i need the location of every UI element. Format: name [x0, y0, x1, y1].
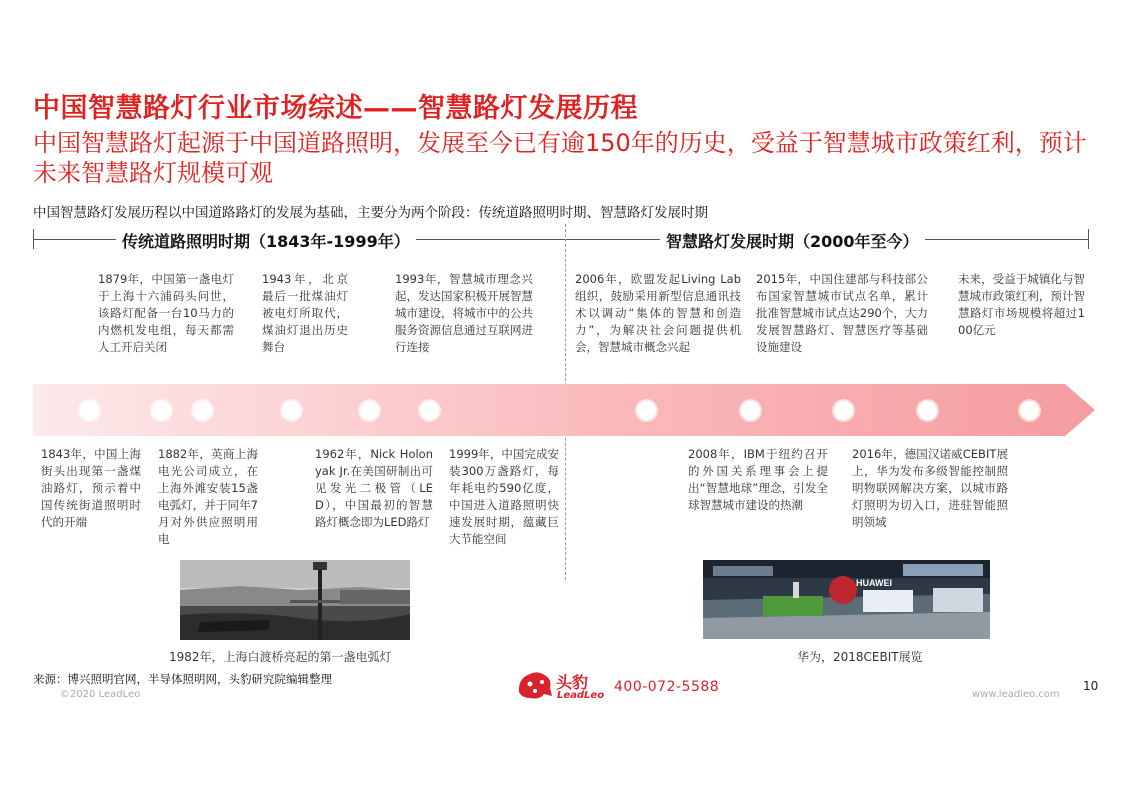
- huawei-sign: HUAWEI: [856, 578, 892, 588]
- event-2008: 2008年，IBM于纽约召开的外国关系理事会上提出“智慧地球”理念，引发全球智慧城市建设的热潮: [688, 447, 828, 512]
- event-1882: 1882年，英商上海电光公司成立，在上海外滩安装15盏电弧灯，并于同年7月对外供应照明用电: [158, 447, 258, 546]
- event-1943: 1943年，北京最后一批煤油灯被电灯所取代，煤油灯退出历史舞台: [262, 272, 348, 354]
- page-title: 中国智慧路灯行业市场综述——智慧路灯发展历程: [33, 93, 638, 124]
- timeline-dot-2015: [834, 401, 853, 420]
- caption-historic-photo: 1982年，上海白渡桥亮起的第一盏电弧灯: [169, 650, 392, 664]
- cebit-exhibition-photo: [703, 560, 990, 639]
- phase-label-smart: 智慧路灯发展时期（2000年至今）: [660, 229, 925, 252]
- brand-name-cn: 头豹: [556, 673, 589, 692]
- timeline-dot-2008: [741, 401, 760, 420]
- phase-end-tick: [1088, 229, 1089, 249]
- timeline-dot-1943: [282, 401, 301, 420]
- caption-cebit-photo: 华为，2018CEBIT展览: [797, 650, 923, 664]
- timeline-dot-1962: [360, 401, 379, 420]
- event-1962: 1962年，Nick Holonyak Jr.在美国研制出可见发光二极管（LED），中国最初的智慧路灯概念即为LED路灯: [315, 447, 433, 529]
- leopard-logo-icon: [516, 668, 554, 702]
- source-text: 来源：博兴照明官网，半导体照明网，头豹研究院编辑整理: [33, 672, 332, 686]
- timeline-dot-future: [1020, 401, 1039, 420]
- historic-arc-lamp-photo: [180, 560, 410, 640]
- website-link[interactable]: www.leadleo.com: [972, 689, 1060, 700]
- page-subtitle: 中国智慧路灯起源于中国道路照明，发展至今已有逾150年的历史，受益于智慧城市政策红利，预计未来智慧路灯规模可观: [33, 129, 1087, 187]
- phone-number: 400-072-5588: [614, 679, 720, 695]
- timeline-dot-1843: [80, 401, 99, 420]
- event-2006: 2006年，欧盟发起Living Lab组织，鼓励采用新型信息通讯技术以调动“集体的智慧和创造力”，为解决社会问题提供机会，智慧城市概念兴起: [575, 272, 741, 354]
- event-future: 未来，受益于城镇化与智慧城市政策红利，预计智慧路灯市场规模将超过100亿元: [958, 272, 1085, 337]
- brand-name-en: LeadLeo: [557, 690, 605, 701]
- event-2015: 2015年，中国住建部与科技部公布国家智慧城市试点名单，累计批准智慧城市试点达290个，大力发展智慧路灯、智慧医疗等基础设施建设: [756, 272, 928, 354]
- timeline-dot-2006: [637, 401, 656, 420]
- timeline-dot-1882: [193, 401, 212, 420]
- phase-label-traditional: 传统道路照明时期（1843年-1999年）: [116, 229, 416, 252]
- timeline-dot-2016: [918, 401, 937, 420]
- copyright-text: ©2020 LeadLeo: [60, 689, 141, 700]
- timeline-dot-1993: [420, 401, 439, 420]
- page-number: 10: [1083, 679, 1099, 693]
- timeline-dot-1879: [152, 401, 171, 420]
- intro-text: 中国智慧路灯发展历程以中国道路路灯的发展为基础，主要分为两个阶段：传统道路照明时期、智慧路灯发展时期: [33, 205, 708, 221]
- event-1993: 1993年，智慧城市理念兴起，发达国家积极开展智慧城市建设，将城市中的公共服务资源信息通过互联网进行连接: [395, 272, 533, 354]
- event-1843: 1843年，中国上海街头出现第一盏煤油路灯，预示着中国传统街道照明时代的开端: [41, 447, 141, 529]
- event-1999: 1999年，中国完成安装300万盏路灯，每年耗电约590亿度，中国进入道路照明快速发展时期，蕴藏巨大节能空间: [449, 447, 559, 546]
- event-2016: 2016年，德国汉诺威CEBIT展上，华为发布多级智能控制照明物联网解决方案，以城市路灯照明为切入口，进驻智能照明领域: [852, 447, 1008, 529]
- event-1879: 1879年，中国第一盏电灯于上海十六浦码头问世，该路灯配备一台10马力的内燃机发电组，每天都需人工开启关闭: [98, 272, 234, 354]
